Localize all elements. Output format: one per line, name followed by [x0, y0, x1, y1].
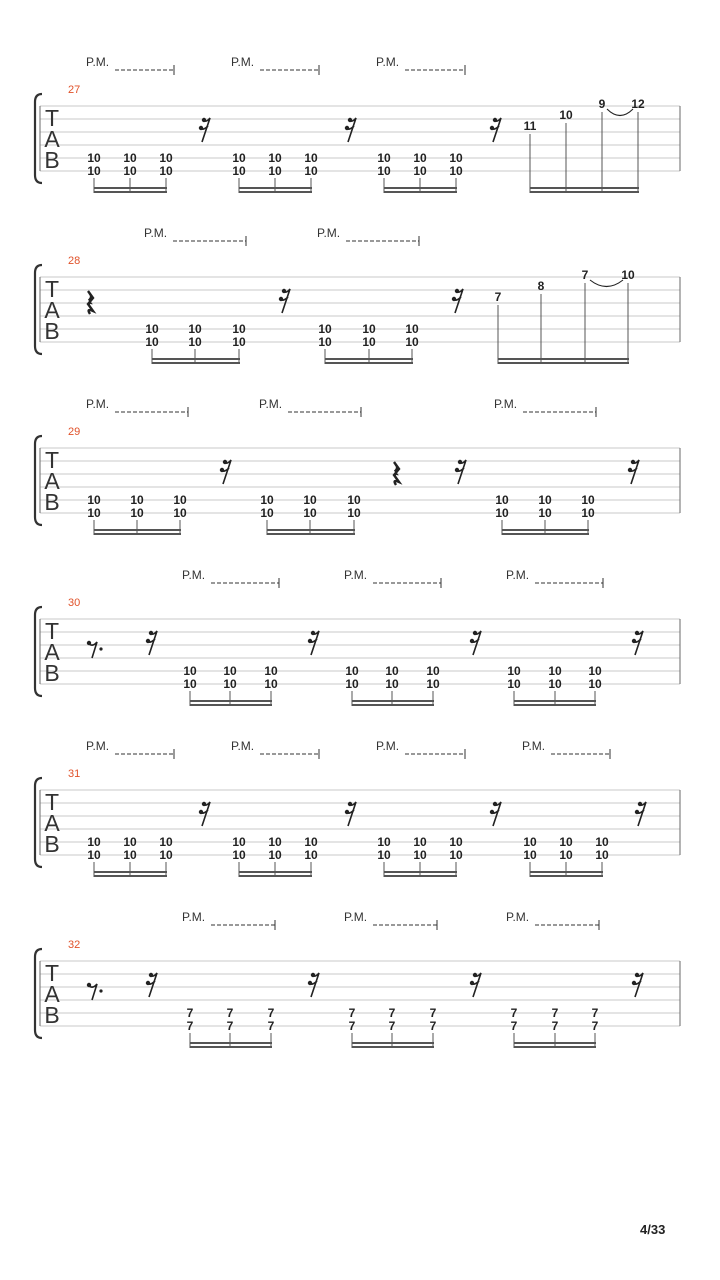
fret-number: 10 [581, 506, 595, 520]
fret-number: 10 [449, 164, 463, 178]
fret-number: 10 [377, 848, 391, 862]
palm-mute-label: P.M. [182, 568, 206, 582]
palm-mute-label: P.M. [344, 910, 368, 924]
measure-number: 31 [68, 768, 81, 780]
fret-number: 7 [388, 1006, 396, 1020]
beam-secondary [325, 362, 413, 364]
fret-number: 10 [188, 335, 202, 349]
fret-number: 10 [232, 151, 246, 165]
tab-clef-letter: T [44, 105, 60, 131]
beam-primary [190, 1042, 272, 1044]
fret-number: 10 [87, 835, 101, 849]
lead-fret-number: 7 [581, 268, 589, 282]
fret-number: 10 [318, 322, 332, 336]
beam-primary [94, 871, 167, 873]
system-bracket [35, 265, 42, 354]
fret-number: 10 [159, 164, 173, 178]
fret-number: 10 [173, 506, 187, 520]
fret-number: 10 [385, 677, 399, 691]
fret-number: 10 [223, 677, 237, 691]
fret-number: 7 [510, 1006, 518, 1020]
fret-number: 10 [495, 506, 509, 520]
lead-fret-number: 8 [537, 279, 545, 293]
beam-primary [384, 871, 457, 873]
beam-primary [152, 358, 240, 360]
fret-number: 10 [232, 835, 246, 849]
fret-number: 10 [130, 506, 144, 520]
fret-number: 7 [267, 1006, 275, 1020]
fret-number: 10 [145, 322, 159, 336]
beam-secondary [384, 191, 457, 193]
beam-secondary [384, 875, 457, 877]
fret-number: 10 [188, 322, 202, 336]
beam-secondary [190, 704, 272, 706]
fret-number: 10 [559, 835, 573, 849]
palm-mute-label: P.M. [344, 568, 368, 582]
fret-number: 10 [268, 835, 282, 849]
tab-system-28 [35, 226, 680, 364]
beam-secondary [239, 191, 312, 193]
palm-mute-label: P.M. [506, 568, 530, 582]
beam-secondary [94, 533, 181, 535]
fret-number: 10 [413, 151, 427, 165]
fret-number: 7 [348, 1019, 356, 1033]
tab-clef-letter: B [44, 318, 60, 344]
fret-number: 7 [186, 1006, 194, 1020]
fret-number: 10 [123, 164, 137, 178]
measure-number: 28 [68, 255, 81, 267]
fret-number: 10 [123, 835, 137, 849]
beam-primary [384, 187, 457, 189]
fret-number: 10 [303, 493, 317, 507]
beam-primary [502, 529, 589, 531]
fret-number: 10 [87, 848, 101, 862]
fret-number: 10 [588, 677, 602, 691]
fret-number: 10 [523, 848, 537, 862]
fret-number: 7 [226, 1019, 234, 1033]
fret-number: 10 [159, 151, 173, 165]
fret-number: 10 [581, 493, 595, 507]
tab-clef-letter: B [44, 660, 60, 686]
lead-fret-number: 10 [559, 108, 573, 122]
fret-number: 7 [186, 1019, 194, 1033]
tab-clef-letter: B [44, 489, 60, 515]
fret-number: 10 [264, 664, 278, 678]
palm-mute-label: P.M. [376, 739, 400, 753]
fret-number: 10 [304, 835, 318, 849]
tab-clef-letter: B [44, 831, 60, 857]
fret-number: 10 [87, 151, 101, 165]
fret-number: 10 [426, 677, 440, 691]
fret-number: 10 [413, 164, 427, 178]
fret-number: 7 [226, 1006, 234, 1020]
measure-number: 30 [68, 597, 81, 609]
fret-number: 10 [145, 335, 159, 349]
beam-secondary [94, 191, 167, 193]
fret-number: 10 [173, 493, 187, 507]
page-number: 4/33 [640, 1222, 666, 1237]
system-bracket [35, 949, 42, 1038]
fret-number: 10 [345, 664, 359, 678]
beam-primary [239, 187, 312, 189]
fret-number: 7 [551, 1006, 559, 1020]
beam-secondary [267, 533, 355, 535]
tab-clef-letter: A [44, 126, 60, 152]
fret-number: 10 [183, 677, 197, 691]
system-bracket [35, 94, 42, 183]
fret-number: 10 [87, 506, 101, 520]
palm-mute-label: P.M. [317, 226, 341, 240]
fret-number: 10 [588, 664, 602, 678]
fret-number: 10 [595, 848, 609, 862]
beam-primary [352, 700, 434, 702]
fret-number: 10 [130, 493, 144, 507]
beam-primary [530, 871, 603, 873]
fret-number: 10 [304, 848, 318, 862]
fret-number: 10 [362, 335, 376, 349]
fret-number: 10 [449, 835, 463, 849]
fret-number: 10 [377, 164, 391, 178]
beam-secondary [502, 533, 589, 535]
palm-mute-label: P.M. [182, 910, 206, 924]
fret-number: 10 [268, 848, 282, 862]
beam-secondary [352, 704, 434, 706]
quarter-rest: 𝄽 [392, 458, 400, 486]
palm-mute-label: P.M. [86, 739, 110, 753]
tab-clef-letter: T [44, 447, 60, 473]
palm-mute-label: P.M. [506, 910, 530, 924]
lead-fret-number: 11 [523, 119, 537, 133]
fret-number: 10 [318, 335, 332, 349]
fret-number: 10 [413, 848, 427, 862]
fret-number: 7 [429, 1006, 437, 1020]
eighth-rest-stem [89, 642, 97, 658]
fret-number: 10 [385, 664, 399, 678]
fret-number: 10 [268, 164, 282, 178]
hammer-on-slur [590, 280, 623, 287]
palm-mute-label: P.M. [86, 55, 110, 69]
beam-secondary [94, 875, 167, 877]
tab-clef-letter: A [44, 981, 60, 1007]
palm-mute-label: P.M. [259, 397, 283, 411]
palm-mute-label: P.M. [231, 739, 255, 753]
fret-number: 10 [377, 151, 391, 165]
fret-number: 10 [559, 848, 573, 862]
beam-secondary [352, 1046, 434, 1048]
beam-primary [94, 187, 167, 189]
measure-number: 32 [68, 939, 81, 951]
quarter-rest: 𝄽 [86, 287, 94, 315]
beam-secondary [498, 362, 629, 364]
fret-number: 10 [345, 677, 359, 691]
fret-number: 10 [260, 493, 274, 507]
beam-primary [190, 700, 272, 702]
fret-number: 7 [429, 1019, 437, 1033]
beam-primary [530, 187, 639, 189]
tab-clef-letter: A [44, 639, 60, 665]
system-bracket [35, 436, 42, 525]
beam-primary [514, 700, 596, 702]
tab-clef-letter: B [44, 147, 60, 173]
fret-number: 10 [362, 322, 376, 336]
fret-number: 10 [159, 848, 173, 862]
beam-secondary [152, 362, 240, 364]
system-bracket [35, 607, 42, 696]
fret-number: 10 [183, 664, 197, 678]
fret-number: 10 [304, 151, 318, 165]
fret-number: 10 [260, 506, 274, 520]
palm-mute-label: P.M. [231, 55, 255, 69]
beam-secondary [514, 1046, 596, 1048]
palm-mute-label: P.M. [376, 55, 400, 69]
lead-fret-number: 9 [598, 97, 606, 111]
fret-number: 10 [268, 151, 282, 165]
measure-number: 27 [68, 84, 81, 96]
palm-mute-label: P.M. [522, 739, 546, 753]
fret-number: 10 [377, 835, 391, 849]
fret-number: 10 [405, 322, 419, 336]
fret-number: 10 [223, 664, 237, 678]
fret-number: 10 [449, 848, 463, 862]
lead-fret-number: 10 [621, 268, 635, 282]
tab-clef-letter: A [44, 810, 60, 836]
fret-number: 10 [123, 151, 137, 165]
beam-secondary [239, 875, 312, 877]
fret-number: 10 [232, 848, 246, 862]
fret-number: 10 [523, 835, 537, 849]
beam-primary [94, 529, 181, 531]
tab-system-29 [35, 397, 680, 535]
fret-number: 7 [348, 1006, 356, 1020]
palm-mute-label: P.M. [86, 397, 110, 411]
tab-clef-letter: A [44, 468, 60, 494]
lead-fret-number: 7 [494, 290, 502, 304]
rest-dot [99, 989, 102, 992]
palm-mute-label: P.M. [144, 226, 168, 240]
beam-secondary [530, 875, 603, 877]
fret-number: 10 [405, 335, 419, 349]
lead-fret-number: 12 [631, 97, 645, 111]
fret-number: 10 [87, 493, 101, 507]
beam-primary [352, 1042, 434, 1044]
measure-number: 29 [68, 426, 81, 438]
beam-primary [514, 1042, 596, 1044]
tab-system-32 [35, 910, 680, 1048]
beam-secondary [514, 704, 596, 706]
tab-system-30 [35, 568, 680, 706]
fret-number: 7 [388, 1019, 396, 1033]
fret-number: 10 [87, 164, 101, 178]
fret-number: 7 [267, 1019, 275, 1033]
tab-clef-letter: T [44, 960, 60, 986]
beam-primary [239, 871, 312, 873]
beam-primary [267, 529, 355, 531]
fret-number: 7 [510, 1019, 518, 1033]
tab-clef-letter: A [44, 297, 60, 323]
tab-clef-letter: T [44, 276, 60, 302]
fret-number: 10 [538, 493, 552, 507]
fret-number: 10 [304, 164, 318, 178]
tab-clef-letter: T [44, 618, 60, 644]
rest-dot [99, 647, 102, 650]
fret-number: 10 [159, 835, 173, 849]
beam-primary [325, 358, 413, 360]
fret-number: 10 [538, 506, 552, 520]
tab-system-31 [35, 739, 680, 877]
fret-number: 7 [591, 1019, 599, 1033]
fret-number: 10 [232, 164, 246, 178]
fret-number: 7 [591, 1006, 599, 1020]
fret-number: 10 [507, 677, 521, 691]
beam-secondary [530, 191, 639, 193]
fret-number: 10 [413, 835, 427, 849]
fret-number: 10 [507, 664, 521, 678]
fret-number: 10 [548, 677, 562, 691]
eighth-rest-stem [89, 984, 97, 1000]
tab-clef-letter: B [44, 1002, 60, 1028]
fret-number: 10 [123, 848, 137, 862]
fret-number: 7 [551, 1019, 559, 1033]
tab-clef-letter: T [44, 789, 60, 815]
fret-number: 10 [548, 664, 562, 678]
fret-number: 10 [595, 835, 609, 849]
system-bracket [35, 778, 42, 867]
fret-number: 10 [232, 322, 246, 336]
fret-number: 10 [449, 151, 463, 165]
fret-number: 10 [347, 493, 361, 507]
fret-number: 10 [495, 493, 509, 507]
tab-system-27 [35, 55, 680, 193]
beam-primary [498, 358, 629, 360]
fret-number: 10 [426, 664, 440, 678]
fret-number: 10 [303, 506, 317, 520]
fret-number: 10 [347, 506, 361, 520]
beam-secondary [190, 1046, 272, 1048]
fret-number: 10 [232, 335, 246, 349]
hammer-on-slur [607, 109, 633, 116]
fret-number: 10 [264, 677, 278, 691]
palm-mute-label: P.M. [494, 397, 518, 411]
